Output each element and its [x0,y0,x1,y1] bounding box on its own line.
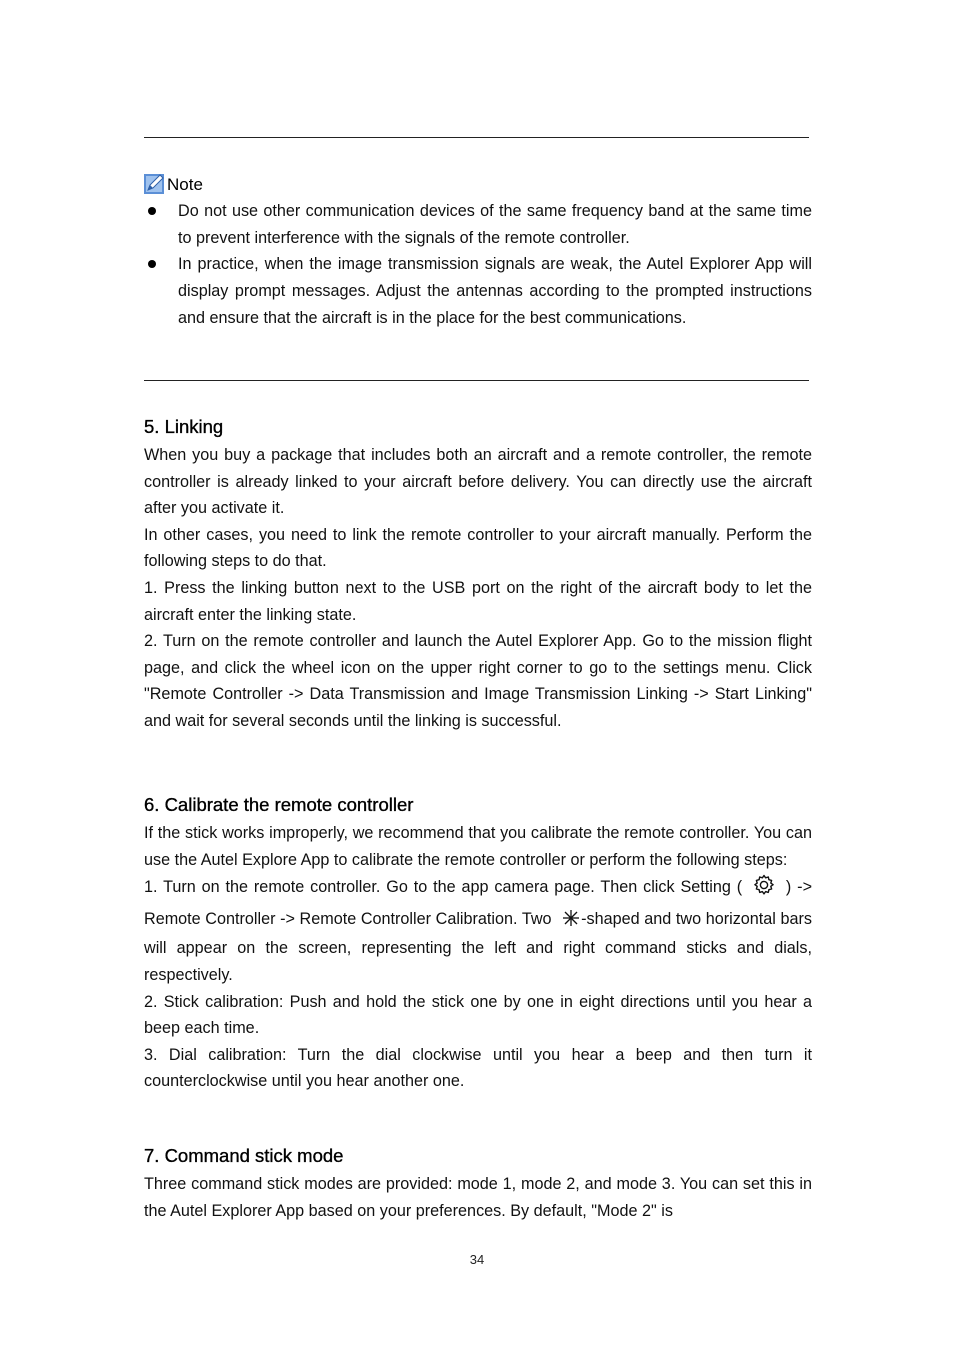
paragraph: If the stick works improperly, we recommend that you calibrate the remote controller. You can use the Autel Explore App to calibrate the remote controller or perform the following steps: [144,824,812,869]
section-calibrate [144,793,812,1095]
bullet-dot-icon [148,207,156,215]
paragraph-text: 1. Turn on the remote controller. Go to the app camera page. Then click Setting ( [144,878,743,897]
paragraph [144,873,812,988]
page-number: 34 [469,1252,485,1267]
top-divider [144,137,809,138]
section-heading: 6. Calibrate the remote controller [144,794,414,815]
settings-gear-icon [752,873,776,906]
paragraph: 3. Dial calibration: Turn the dial clockwise until you hear a beep and then turn it counterclockwise until you hear another one. [144,1045,812,1091]
paragraph-text: ) -> Remote Controller -> Remote Controller Calibration. Two [144,878,813,928]
bullet-dot-icon [148,260,156,268]
note-bullet-item [144,251,812,331]
section-linking [144,415,812,735]
section-heading: 5. Linking [144,416,224,437]
note-bullet-text: Do not use other communication devices of the same frequency band at the same time to prevent interference with the signals of the remote controller. [178,202,812,247]
asterisk-stick-icon [562,909,580,936]
paragraph: 2. Stick calibration: Push and hold the stick one by one in eight directions until you hear a beep each time. [144,992,812,1038]
note-label: Note [167,175,203,194]
note-header [144,168,203,194]
paragraph: When you buy a package that includes both an aircraft and a remote controller, the remote controller is already linked to your aircraft before delivery. You can directly use the aircraft after you activate it. [144,446,812,518]
paragraph: 2. Turn on the remote controller and launch the Autel Explorer App. Go to the mission flight page, and click the wheel icon on the upper right corner to go to the settings menu. Click "Remote Controller -> Data Transmission and Image Transmission Linking -> Start Linking" and wait for several seconds until the linking is successful. [144,632,812,730]
note-bullet-item [144,198,812,251]
paragraph: Three command stick modes are provided: mode 1, mode 2, and mode 3. You can set this in the Autel Explorer App based on your preferences. By default, "Mode 2" is [144,1175,812,1220]
paragraph: 1. Press the linking button next to the USB port on the right of the aircraft body to let the aircraft enter the linking state. [144,578,812,624]
paragraph: In other cases, you need to link the remote controller to your aircraft manually. Perform the following steps to do that. [144,525,812,571]
section-command-stick [144,1144,812,1224]
note-bullet-list [144,198,812,332]
note-pencil-icon [144,172,166,194]
note-bullet-text: In practice, when the image transmission signals are weak, the Autel Explorer App will display prompt messages. Adjust the antennas according to the prompted instructions and ensure that the aircraft is in the place for the best communications. [178,255,812,327]
paragraph-text: -shaped and two horizontal bars will appear on the screen, representing the left and right command sticks and dials, respectively. [144,909,812,984]
bottom-divider [144,380,809,381]
section-heading: 7. Command stick mode [144,1145,344,1166]
